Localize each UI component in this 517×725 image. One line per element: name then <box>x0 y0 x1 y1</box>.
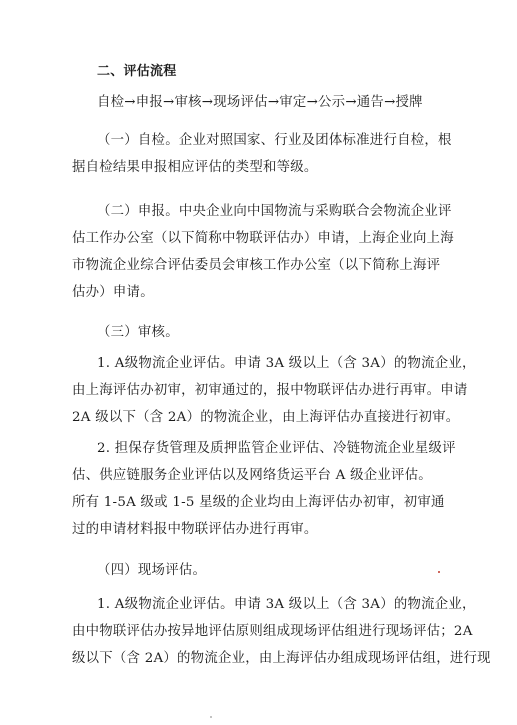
section-heading: 二、评估流程 <box>97 64 177 79</box>
paragraph-application-line-3: 市物流企业综合评估委员会审核工作办公室（以下简称上海评 <box>72 258 441 273</box>
site-evaluation-item-1-line-3: 级以下（含 2A）的物流企业，由上海评估办组成现场评估组，进行现 <box>72 651 491 666</box>
paragraph-self-check-line-2: 据自检结果申报相应评估的类型和等级。 <box>72 160 318 175</box>
scan-mark <box>438 571 440 573</box>
review-item-2-line-4: 过的申请材料报中物联评估办进行再审。 <box>72 522 318 537</box>
review-item-1-line-3: 2A 级以下（含 2A）的物流企业，由上海评估办直接进行初审。 <box>72 410 460 425</box>
scan-speck <box>210 716 212 718</box>
paragraph-application-line-2: 估工作办公室（以下简称中物联评估办）申请，上海企业向上海 <box>72 231 454 246</box>
process-flow: 自检→申报→审核→现场评估→审定→公示→通告→授牌 <box>97 95 423 110</box>
review-item-2-line-3: 所有 1-5A 级或 1-5 星级的企业均由上海评估办初审，初审通 <box>72 495 445 510</box>
review-item-2-line-1: 2. 担保存货管理及质押监管企业评估、冷链物流企业星级评 <box>97 441 456 456</box>
review-item-1-line-2: 由上海评估办初审，初审通过的，报中物联评估办进行再审。申请 <box>72 383 468 398</box>
review-item-1-line-1: 1. A级物流企业评估。申请 3A 级以上（含 3A）的物流企业， <box>97 356 476 371</box>
review-title: （三）审核。 <box>97 325 179 340</box>
site-evaluation-title: （四）现场评估。 <box>97 563 207 578</box>
review-item-2-line-2: 估、供应链服务企业评估以及网络货运平台 A 级企业评估。 <box>72 468 432 483</box>
site-evaluation-item-1-line-2: 由中物联评估办按异地评估原则组成现场评估组进行现场评估；2A <box>72 624 473 639</box>
paragraph-application-line-1: （二）申报。中央企业向中国物流与采购联合会物流企业评 <box>97 204 452 219</box>
paragraph-application-line-4: 估办）申请。 <box>72 285 154 300</box>
paragraph-self-check-line-1: （一）自检。企业对照国家、行业及团体标准进行自检，根 <box>97 133 452 148</box>
site-evaluation-item-1-line-1: 1. A级物流企业评估。申请 3A 级以上（含 3A）的物流企业， <box>97 597 476 612</box>
